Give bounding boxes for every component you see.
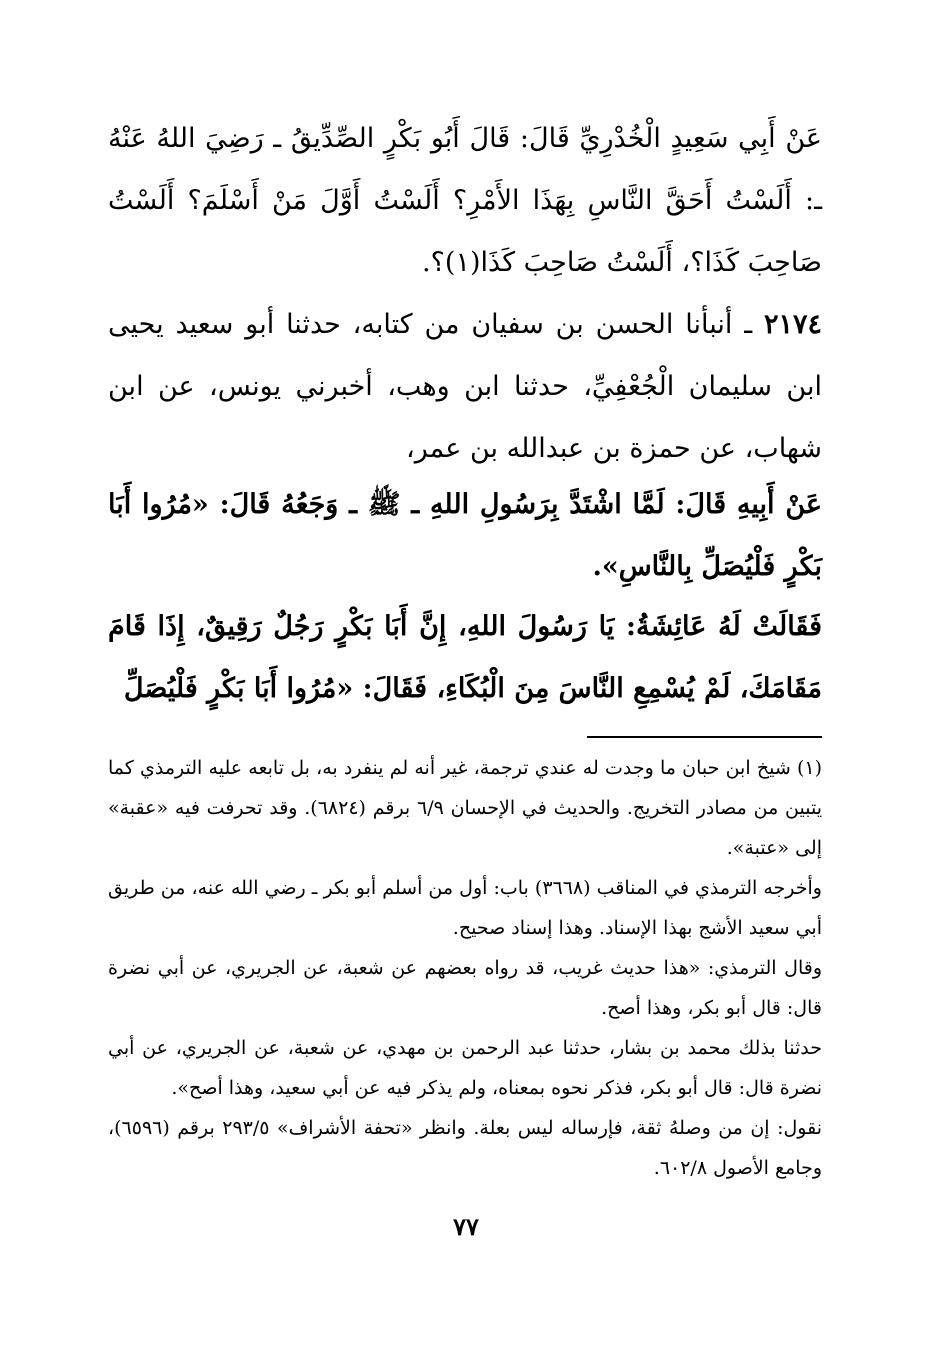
footnote-1: (١) شيخ ابن حبان ما وجدت له عندي ترجمة، غير أنه لم ينفرد به، بل تابعه عليه الترمذي كما يتبين من مصادر التخريج. والحديث في الإحسان ٦/٩ برقم (٦٨٢٤). وقد تحرفت فيه «عقبة» إلى «عتبة».: [108, 757, 822, 859]
paragraph-1-text: عَنْ أَبِي سَعِيدٍ الْخُدْرِيِّ قَالَ: قَالَ أَبُو بَكْرٍ الصِّدِّيقُ ـ رَضِيَ اللهُ عَنْهُ ـ: أَلَسْتُ أَحَقَّ النَّاسِ بِهَذَا الأَمْرِ؟ أَلَسْتُ أَوَّلَ مَنْ أَسْلَمَ؟ أَلَسْتُ صَاحِبَ كَذَا؟، أَلَسْتُ صَاحِبَ كَذَا(١)؟.: [108, 123, 822, 278]
hadith-number: ٢١٧٤: [763, 309, 822, 340]
footnote-5: نقول: إن من وصلهُ ثقة، فإرساله ليس بعلة. وانظر «تحفة الأشراف» ٢٩٣/٥ برقم (٦٥٩٦)، وجامع الأصول ٦٠٢/٨.: [108, 1117, 822, 1179]
paragraph-4: [108, 596, 822, 720]
paragraph-2-text: ـ أنبأنا الحسن بن سفيان من كتابه، حدثنا أبو سعيد يحيى ابن سليمان الْجُعْفِيِّ، حدثنا ابن وهب، أخبرني يونس، عن ابن شهاب، عن حمزة بن عبدالله بن عمر،: [108, 309, 822, 464]
paragraph-3: [108, 474, 822, 598]
paragraph-1: [108, 108, 822, 294]
paragraph-2: [108, 294, 822, 480]
page-number: ٧٧: [453, 1212, 479, 1241]
footnotes: [108, 748, 822, 1188]
footnote-separator: [587, 736, 822, 738]
footnote-3: وقال الترمذي: «هذا حديث غريب، قد رواه بعضهم عن شعبة، عن الجريري، عن أبي نضرة قال: قال أبو بكر، وهذا أصح.: [108, 957, 822, 1019]
footnote-2: وأخرجه الترمذي في المناقب (٣٦٦٨) باب: أول من أسلم أبو بكر ـ رضي الله عنه، من طريق أبي سعيد الأشج بهذا الإسناد. وهذا إسناد صحيح.: [108, 877, 822, 939]
paragraph-3-text: عَنْ أَبِيهِ قَالَ: لَمَّا اشْتَدَّ بِرَسُولِ اللهِ ـ ﷺ ـ وَجَعُهُ قَالَ: «مُرُوا أَبَا بَكْرٍ فَلْيُصَلِّ بِالنَّاسِ».: [108, 489, 822, 582]
paragraph-4-text: فَقَالَتْ لَهُ عَائِشَةُ: يَا رَسُولَ اللهِ، إِنَّ أَبَا بَكْرٍ رَجُلٌ رَقِيقٌ، إِذَا قَامَ مَقَامَكَ، لَمْ يُسْمِعِ النَّاسَ مِنَ الْبُكَاءِ، فَقَالَ: «مُرُوا أَبَا بَكْرٍ فَلْيُصَلِّ: [108, 611, 822, 704]
footnote-4: حدثنا بذلك محمد بن بشار، حدثنا عبد الرحمن بن مهدي، عن شعبة، عن الجريري، عن أبي نضرة قال: قال أبو بكر، فذكر نحوه بمعناه، ولم يذكر فيه عن أبي سعيد، وهذا أصح».: [108, 1037, 822, 1099]
